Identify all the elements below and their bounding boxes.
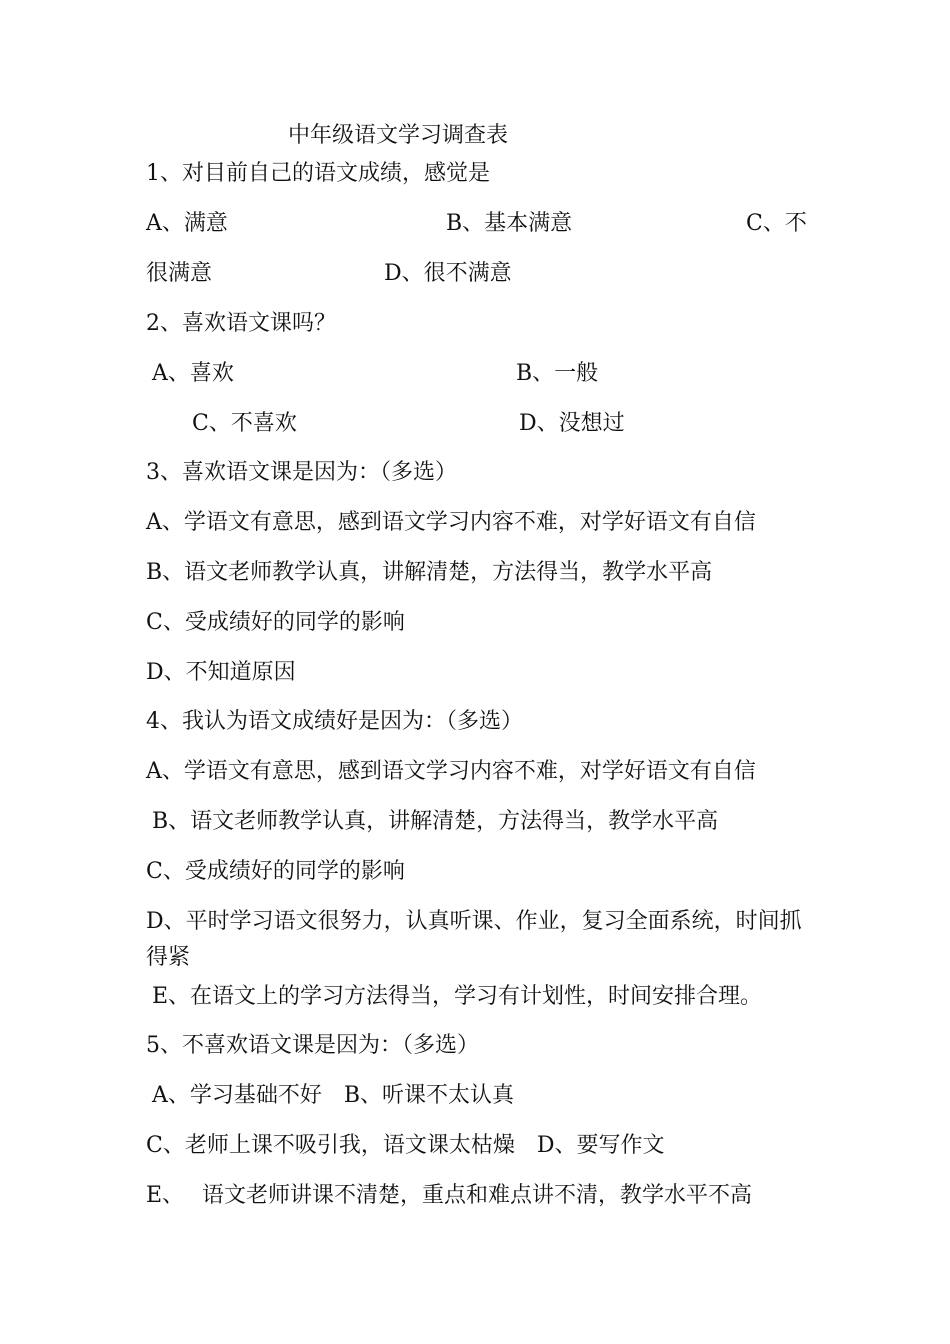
q5-option-e-text: 语文老师讲课不清楚，重点和难点讲不清，教学水平不高 (202, 1183, 753, 1208)
q2-option-b: B、一般 (516, 361, 599, 386)
q3-question: 3、喜欢语文课是因为：（多选） (146, 460, 457, 485)
q5-options-ab: A、学习基础不好 B、听课不太认真 (152, 1083, 515, 1108)
q5-option-e-label: E、 (146, 1183, 185, 1208)
q1-option-a: A、满意 (146, 211, 228, 236)
q4-option-c: C、受成绩好的同学的影响 (146, 859, 405, 884)
page-title: 中年级语文学习调查表 (288, 123, 509, 148)
q1-option-c-part2: 很满意 (146, 261, 213, 286)
q2-option-c: C、不喜欢 (192, 411, 297, 436)
q3-option-c: C、受成绩好的同学的影响 (146, 610, 405, 635)
q5-question: 5、不喜欢语文课是因为：（多选） (146, 1033, 479, 1058)
q2-option-a: A、喜欢 (152, 361, 234, 386)
q4-option-d-line1: D、平时学习语文很努力，认真听课、作业，复习全面系统，时间抓 (146, 909, 802, 934)
q4-option-d-line2: 得紧 (146, 945, 191, 970)
q2-question: 2、喜欢语文课吗？ (146, 311, 336, 336)
q1-question: 1、对目前自己的语文成绩，感觉是 (146, 161, 490, 186)
q1-option-b: B、基本满意 (446, 211, 573, 236)
q4-question: 4、我认为语文成绩好是因为：（多选） (146, 709, 523, 734)
q4-option-a: A、学语文有意思，感到语文学习内容不难，对学好语文有自信 (146, 759, 756, 784)
q4-option-e: E、在语文上的学习方法得当，学习有计划性，时间安排合理。 (152, 984, 763, 1009)
q1-option-d: D、很不满意 (384, 261, 512, 286)
q3-option-a: A、学语文有意思，感到语文学习内容不难，对学好语文有自信 (146, 510, 756, 535)
q4-option-b: B、语文老师教学认真，讲解清楚，方法得当，教学水平高 (152, 809, 719, 834)
q3-option-b: B、语文老师教学认真，讲解清楚，方法得当，教学水平高 (146, 560, 713, 585)
q1-option-c-part1: C、不 (746, 211, 807, 236)
q2-option-d: D、没想过 (519, 411, 625, 436)
q3-option-d: D、不知道原因 (146, 660, 296, 685)
q5-options-cd: C、老师上课不吸引我，语文课太枯燥 D、要写作文 (146, 1133, 665, 1158)
